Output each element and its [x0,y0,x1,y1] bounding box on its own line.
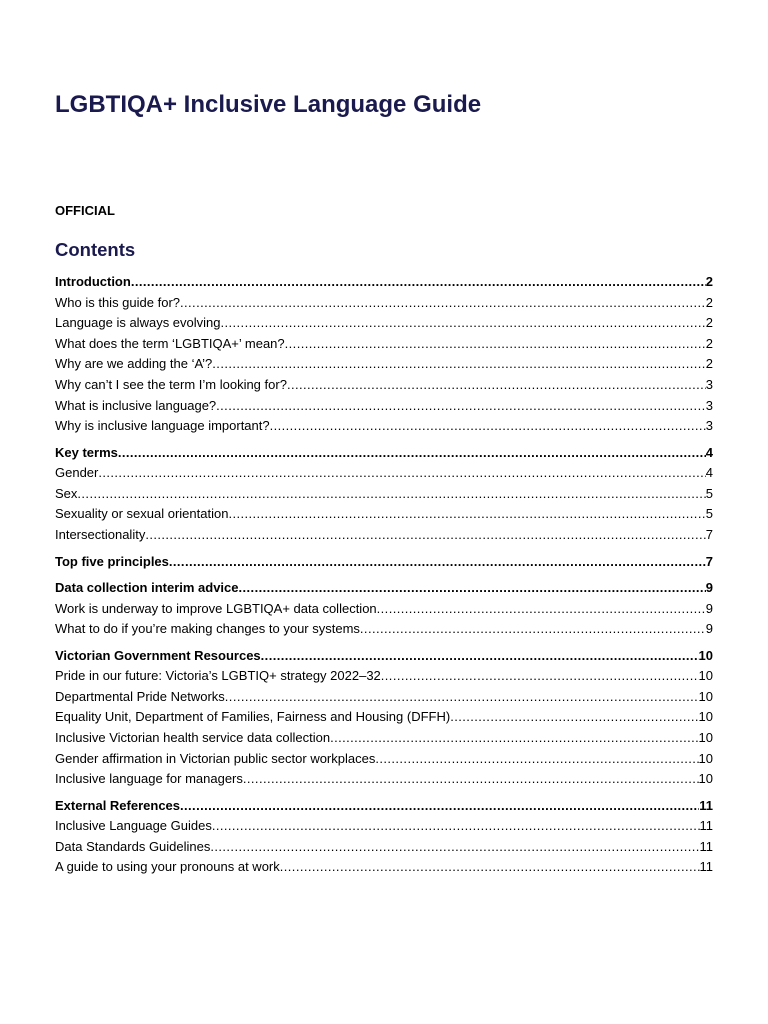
toc-entry-title: A guide to using your pronouns at work [55,859,280,875]
toc-subsection-link[interactable] [55,334,713,355]
toc-entry-title: Inclusive language for managers [55,771,243,787]
toc-entry-title: Who is this guide for? [55,294,181,310]
toc-dot-leader [280,857,700,878]
toc-entry-title: What does the term ‘LGBTIQA+’ mean? [55,335,285,351]
toc-dot-leader [145,525,705,546]
toc-subsection-link[interactable] [55,416,713,437]
toc-entry-title: Data collection interim advice [55,579,239,595]
toc-page-number: 2 [705,274,713,289]
toc-subsection-link[interactable] [55,599,713,620]
toc-subsection-link[interactable] [55,463,713,484]
toc-subsection-link[interactable] [55,293,713,314]
toc-entry-title: Pride in our future: Victoria’s LGBTIQ+ strategy 2022–32 [55,668,381,684]
toc-page-number: 7 [705,527,713,543]
toc-section-link[interactable] [55,578,713,599]
toc-page-number: 9 [705,621,713,637]
toc-page-number: 10 [698,668,713,684]
toc-entry-title: Why is inclusive language important? [55,418,270,434]
toc-page-number: 5 [705,506,713,522]
toc-page-number: 11 [699,797,713,813]
toc-subsection-link[interactable] [55,484,713,505]
toc-subsection-link[interactable] [55,837,713,858]
toc-entry-title: Victorian Government Resources [55,647,261,663]
toc-page-number: 4 [705,444,713,460]
toc-page-number: 10 [698,688,713,704]
toc-subsection-link[interactable] [55,707,713,728]
toc-dot-leader [212,354,705,375]
toc-subsection-link[interactable] [55,504,713,525]
toc-dot-leader [228,504,705,525]
toc-page-number: 2 [705,294,713,310]
toc-subsection-link[interactable] [55,396,713,417]
toc-page-number: 10 [698,730,713,746]
toc-page-number: 7 [705,553,713,569]
toc-page-number: 11 [699,818,713,834]
toc-page-number: 10 [698,750,713,766]
toc-dot-leader [330,728,698,749]
toc-dot-leader [287,375,706,396]
toc-entry-title: Key terms [55,444,118,460]
toc-entry-title: Sexuality or sexual orientation [55,506,229,522]
toc-dot-leader [118,443,706,464]
toc-entry-title: Gender affirmation in Victorian public sector workplaces [55,750,376,766]
toc-dot-leader [375,749,698,770]
toc-page-number: 3 [705,397,713,413]
toc-dot-leader [239,578,706,599]
toc-section-link[interactable] [55,443,713,464]
toc-page-number: 11 [699,859,713,875]
toc-page-number: 10 [698,771,713,787]
toc-dot-leader [377,599,706,620]
document-title: LGBTIQA+ Inclusive Language Guide [55,91,482,118]
toc-subsection-link[interactable] [55,375,713,396]
toc-entry-title: Top five principles [55,553,169,569]
toc-section-link[interactable] [55,272,713,293]
toc-entry-title: Introduction [55,274,131,289]
toc-entry-title: Intersectionality [55,527,146,543]
toc-dot-leader [261,646,699,667]
toc-entry-title: Equality Unit, Department of Families, Fairness and Housing (DFFH) [55,709,451,725]
toc-entry-title: Inclusive Language Guides [55,818,212,834]
toc-subsection-link[interactable] [55,313,713,334]
toc-page-number: 11 [699,838,713,854]
toc-page-number: 5 [705,485,713,501]
toc-section-link[interactable] [55,796,713,817]
toc-dot-leader [212,816,700,837]
toc-page-number: 9 [705,600,713,616]
toc-dot-leader [270,416,706,437]
toc-subsection-link[interactable] [55,687,713,708]
table-of-contents [55,270,713,878]
toc-entry-title: Work is underway to improve LGBTIQA+ data collection [55,600,377,616]
toc-entry-title: Gender [55,465,99,481]
toc-entry-title: Departmental Pride Networks [55,688,225,704]
toc-dot-leader [216,396,706,417]
toc-entry-title: Inclusive Victorian health service data collection [55,730,331,746]
contents-heading: Contents [55,239,136,260]
toc-subsection-link[interactable] [55,666,713,687]
toc-page-number: 3 [705,376,713,392]
toc-page-number: 3 [705,418,713,434]
toc-entry-title: Sex [55,485,78,501]
toc-entry-title: Why are we adding the ‘A’? [55,356,213,372]
toc-dot-leader [243,769,699,790]
toc-dot-leader [169,552,706,573]
toc-dot-leader [210,837,699,858]
toc-subsection-link[interactable] [55,816,713,837]
toc-subsection-link[interactable] [55,619,713,640]
toc-dot-leader [77,484,705,505]
toc-section-link[interactable] [55,646,713,667]
toc-subsection-link[interactable] [55,728,713,749]
classification-label: OFFICIAL [55,203,115,218]
toc-dot-leader [225,687,699,708]
toc-page-number: 2 [705,315,713,331]
toc-dot-leader [450,707,698,728]
toc-dot-leader [285,334,706,355]
toc-subsection-link[interactable] [55,769,713,790]
toc-dot-leader [180,796,699,817]
toc-entry-title: Language is always evolving [55,315,221,331]
toc-page-number: 2 [705,356,713,372]
toc-dot-leader [381,666,699,687]
toc-dot-leader [131,272,706,293]
toc-entry-title: Data Standards Guidelines [55,838,211,854]
toc-page-number: 10 [698,647,713,663]
toc-dot-leader [221,313,706,334]
toc-entry-title: What is inclusive language? [55,397,217,413]
toc-entry-title: What to do if you’re making changes to your systems [55,621,360,637]
toc-dot-leader [98,463,705,484]
toc-section-link[interactable] [55,552,713,573]
toc-entry-title: External References [55,797,181,813]
toc-page-number: 9 [705,579,713,595]
toc-page-number: 10 [698,709,713,725]
toc-entry-title: Why can’t I see the term I’m looking for? [55,376,287,392]
toc-subsection-link[interactable] [55,857,713,878]
toc-subsection-link[interactable] [55,525,713,546]
toc-subsection-link[interactable] [55,749,713,770]
toc-page-number: 2 [705,335,713,351]
toc-page-number: 4 [705,465,713,481]
toc-dot-leader [180,293,706,314]
toc-subsection-link[interactable] [55,354,713,375]
toc-dot-leader [360,619,706,640]
